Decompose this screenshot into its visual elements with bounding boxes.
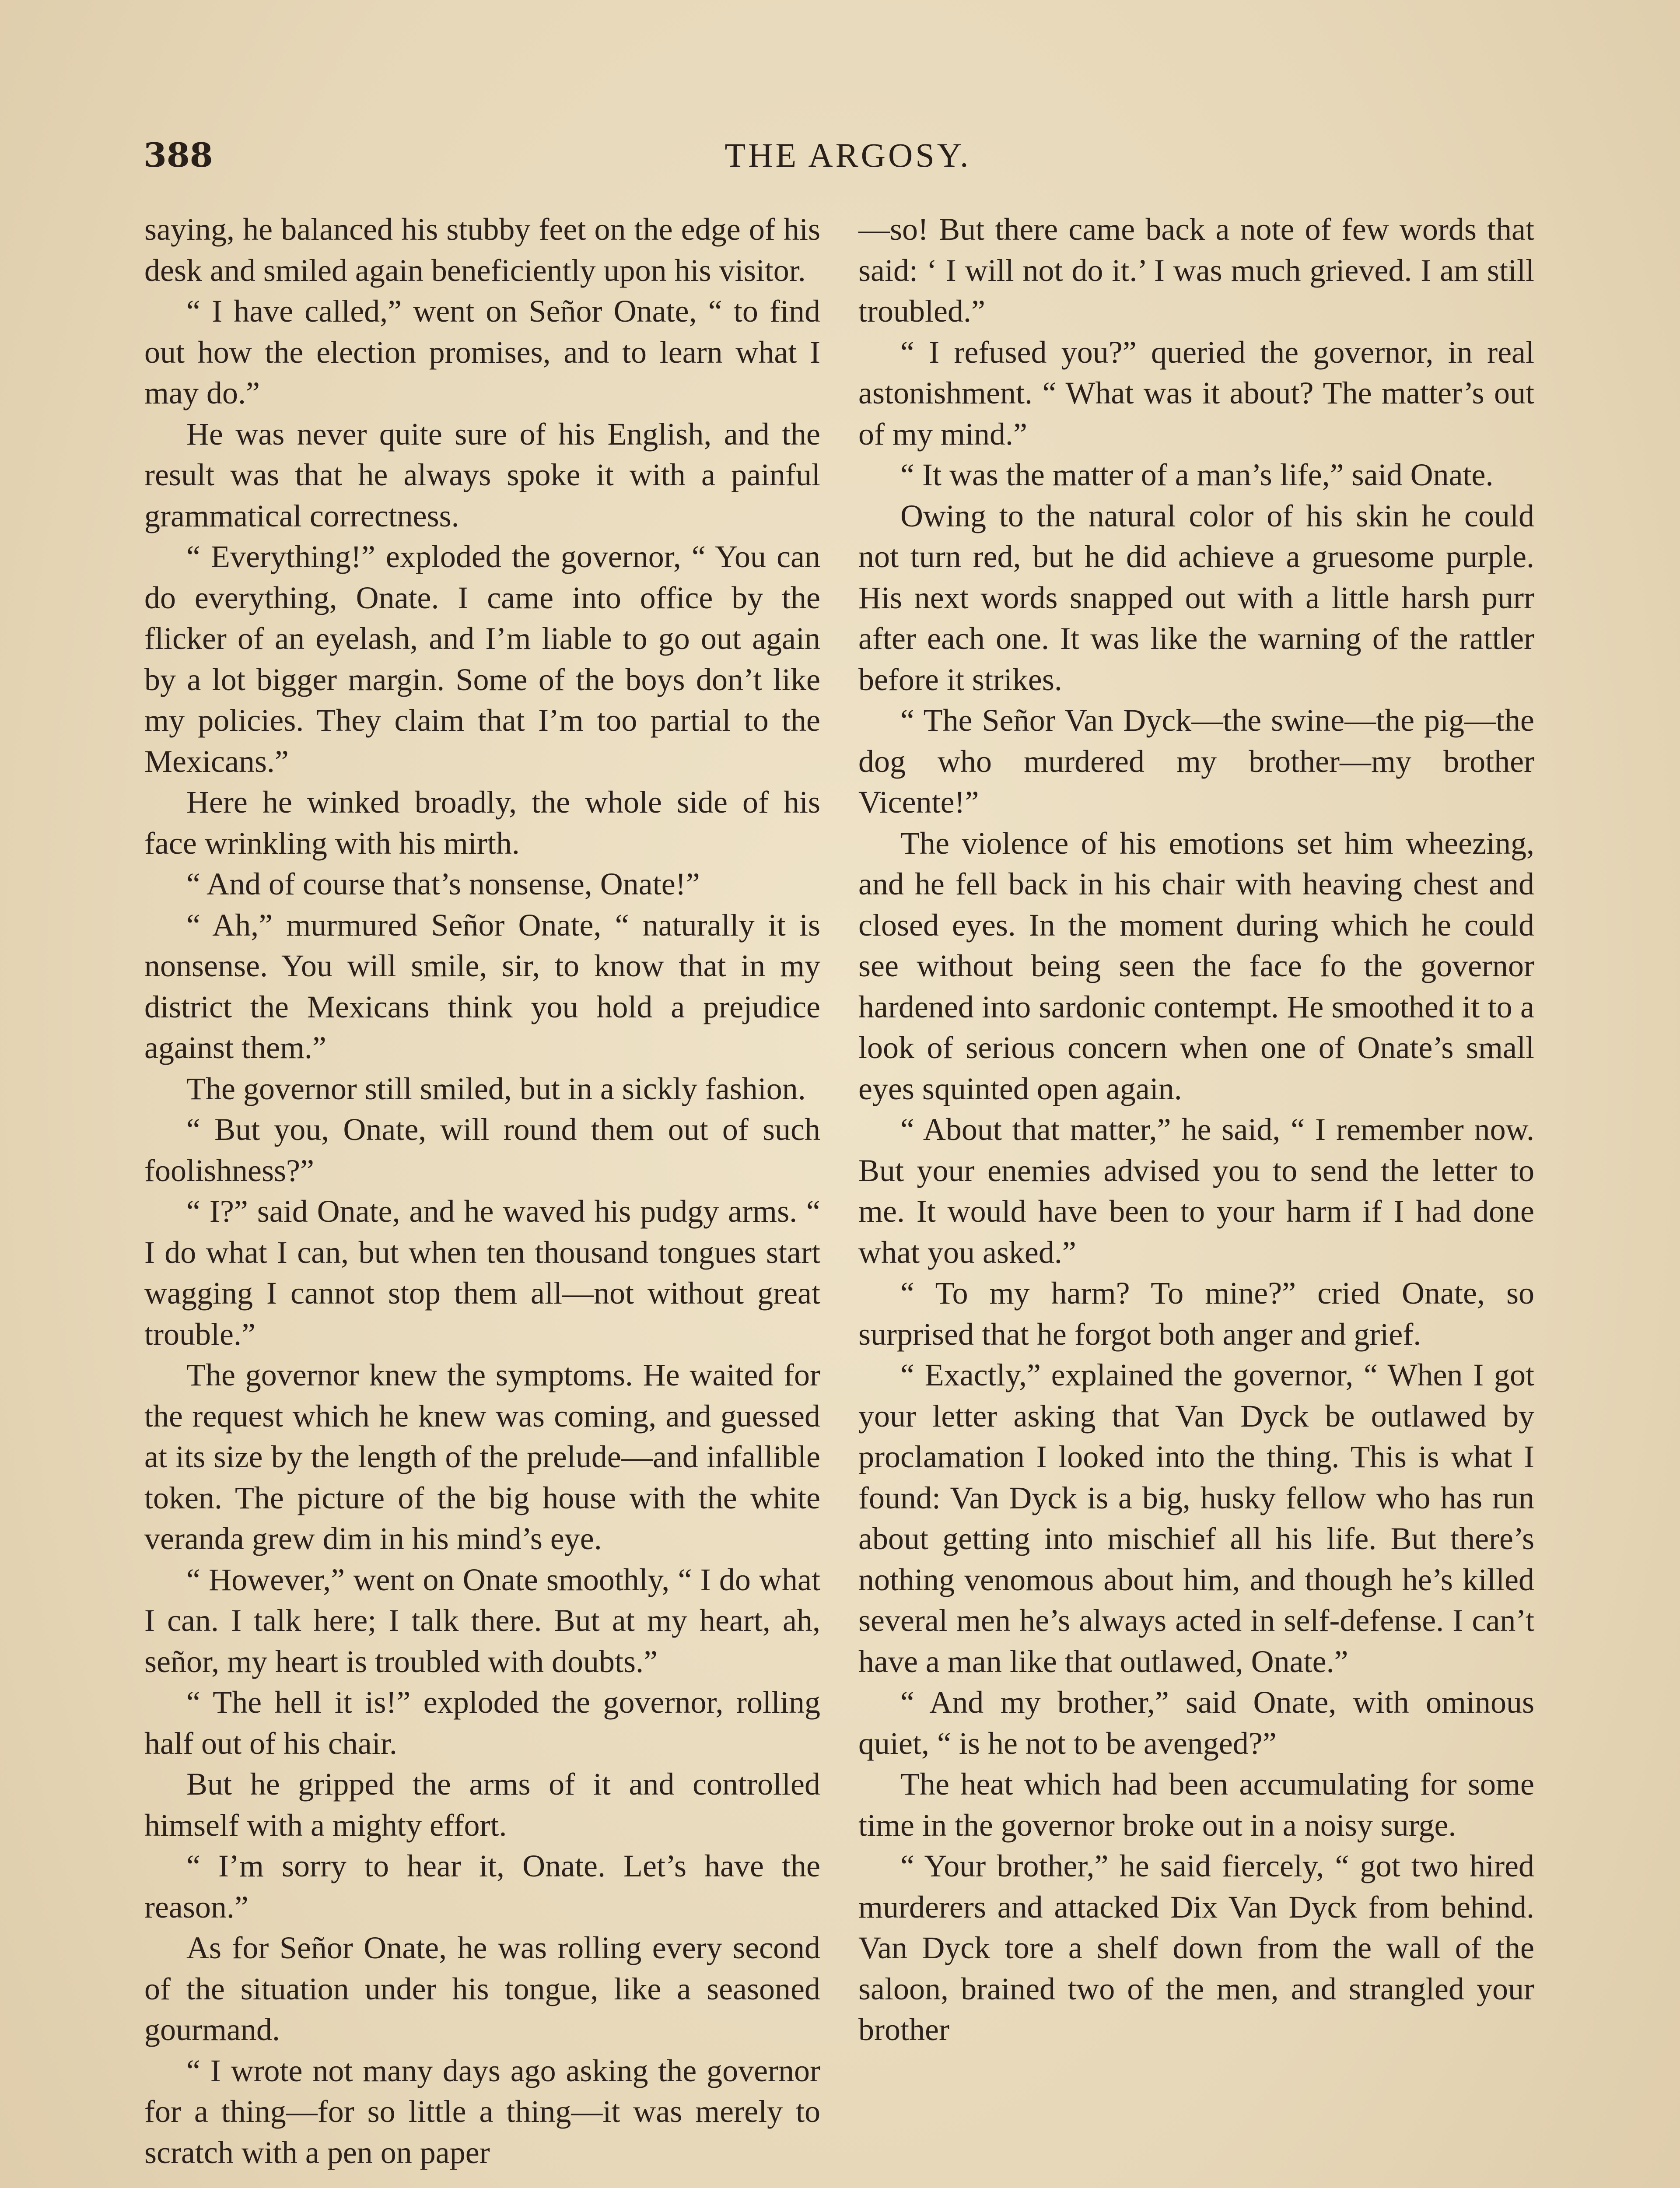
running-title: THE ARGOSY. xyxy=(724,136,971,174)
paragraph: As for Señor Onate, he was rolling every second of the situation under his tongue, like a seasoned gourmand. xyxy=(144,1930,820,2047)
paragraph: The violence of his emotions set him wheezing, and he fell back in his chair with heaving chest and closed eyes. In the moment during which he could see without being seen the face fo the governor hardened into sardonic contempt. He smoothed it to a look of serious concern when one of Onate’s small eyes squinted open again. xyxy=(858,825,1534,1106)
paragraph: “ And of course that’s nonsense, Onate!” xyxy=(186,866,700,901)
paragraph: “ I wrote not many days ago asking the governor for a thing—for so little a thing—it was merely to scratch with a pen on paper xyxy=(144,2053,820,2170)
paragraph: “ Exactly,” explained the governor, “ When I got your letter asking that Van Dyck be outlawed by proclamation I looked into the thing. This is what I found: Van Dyck is a big, husky fellow who has run about getting into mischief all his life. But there’s nothing venomous about him, and though he’s killed several men he’s always acted in self-defense. I can’t have a man like that outlawed, Onate.” xyxy=(858,1357,1534,1679)
paragraph: He was never quite sure of his English, and the result was that he always spoke it with a painful grammatical correctness. xyxy=(144,416,820,533)
page-header xyxy=(144,131,1552,184)
page-number: 388 xyxy=(144,136,213,175)
paragraph: “ Everything!” exploded the governor, “ You can do everything, Onate. I came into office by the flicker of an eyelash, and I’m liable to go out again by a lot bigger margin. Some of the boys don’t like my policies. They claim that I’m too partial to the Mexicans.” xyxy=(144,539,820,779)
text-columns xyxy=(144,209,1536,2188)
paragraph: But he gripped the arms of it and controlled himself with a mighty effort. xyxy=(144,1767,820,1843)
left-column xyxy=(144,209,820,2173)
paragraph: “ Your brother,” he said fiercely, “ got two hired murderers and attacked Dix Van Dyck from behind. Van Dyck tore a shelf down from the wall of the saloon, brained two of the men, and strangled your brother xyxy=(858,1848,1534,2047)
paragraph: “ But you, Onate, will round them out of such foolishness?” xyxy=(144,1112,820,1188)
paragraph: “ However,” went on Onate smoothly, “ I do what I can. I talk here; I talk there. But at my heart, ah, señor, my heart is troubled with doubts.” xyxy=(144,1562,820,1679)
paragraph: “ I’m sorry to hear it, Onate. Let’s have the reason.” xyxy=(144,1848,820,1925)
paragraph: The governor knew the symptoms. He waited for the request which he knew was coming, and guessed at its size by the length of the prelude—and infallible token. The picture of the big house with the white veranda grew dim in his mind’s eye. xyxy=(144,1357,820,1556)
paragraph: “ Ah,” murmured Señor Onate, “ naturally it is nonsense. You will smile, sir, to know that in my district the Mexicans think you hold a prejudice against them.” xyxy=(144,907,820,1065)
paragraph: “ I refused you?” queried the governor, in real astonishment. “ What was it about? The matter’s out of my mind.” xyxy=(858,334,1534,452)
paragraph: “ And my brother,” said Onate, with ominous quiet, “ is he not to be avenged?” xyxy=(858,1685,1534,1761)
paragraph: “ The hell it is!” exploded the governor, rolling half out of his chair. xyxy=(144,1685,820,1761)
paragraph: The governor still smiled, but in a sickly fashion. xyxy=(186,1071,806,1106)
paragraph: “ The Señor Van Dyck—the swine—the pig—the dog who murdered my brother—my brother Vicente!” xyxy=(858,703,1534,820)
paragraph: Here he winked broadly, the whole side of his face wrinkling with his mirth. xyxy=(144,785,820,861)
paragraph: “ I have called,” went on Señor Onate, “ to find out how the election promises, and to learn what I may do.” xyxy=(144,294,820,410)
paragraph: Owing to the natural color of his skin he could not turn red, but he did achieve a gruesome purple. His next words snapped out with a little harsh purr after each one. It was like the warning of the rattler before it strikes. xyxy=(858,498,1534,697)
paragraph: The heat which had been accumulating for some time in the governor broke out in a noisy surge. xyxy=(858,1767,1534,1843)
paragraph: “ It was the matter of a man’s life,” said Onate. xyxy=(900,457,1494,492)
paragraph: “ About that matter,” he said, “ I remember now. But your enemies advised you to send the letter to me. It would have been to your harm if I had done what you asked.” xyxy=(858,1112,1534,1270)
paragraph: “ To my harm? To mine?” cried Onate, so surprised that he forgot both anger and grief. xyxy=(858,1276,1534,1352)
paragraph: —so! But there came back a note of few words that said: ‘ I will not do it.’ I was much grieved. I am still troubled.” xyxy=(858,212,1534,329)
paragraph: “ I?” said Onate, and he waved his pudgy arms. “ I do what I can, but when ten thousand tongues start wagging I cannot stop them all—not without great trouble.” xyxy=(144,1194,820,1352)
right-column xyxy=(858,209,1534,2051)
paragraph: saying, he balanced his stubby feet on the edge of his desk and smiled again beneficiently upon his visitor. xyxy=(144,212,820,288)
